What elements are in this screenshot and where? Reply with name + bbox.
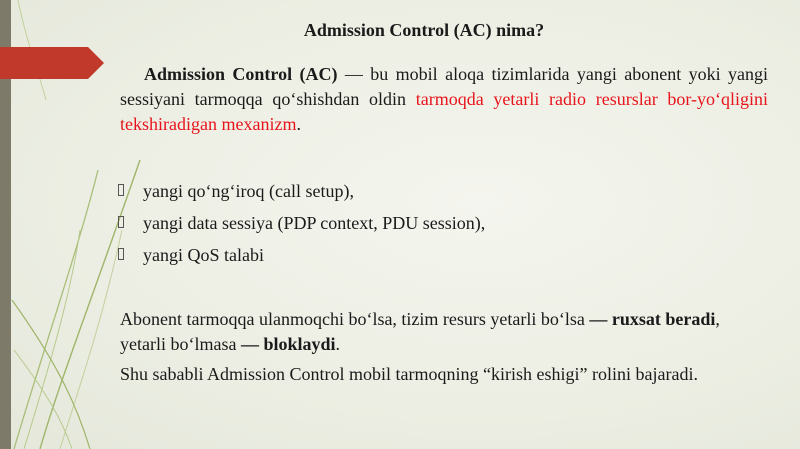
intro-term: Admission Control (AC) [144,64,338,84]
intro-highlight: tarmoqda yetarli radio resurslar bor-yo‘qligini tekshiradigan mexanizm [120,89,768,134]
bullet-text: yangi QoS talabi [143,245,264,265]
outcome-part1: Abonent tarmoqqa ulanmoqchi bo‘lsa, tizim resurs yetarli bo‘lsa [120,309,590,329]
conclusion-paragraph: Shu sababli Admission Control mobil tarmoqning “kirish eshigi” rolini bajaradi. [120,364,698,384]
bullet-icon [118,184,124,196]
bullet-icon [118,216,124,228]
list-item [118,175,738,207]
list-item [118,207,738,239]
red-arrow-tab [0,0,110,82]
bullet-icon [118,248,124,260]
outcome-part2: , yetarli bo‘lmasa [120,309,720,354]
list-item [118,239,738,271]
outcome-dash1: — [589,309,612,329]
outcome-allow: ruxsat beradi [611,309,716,329]
bullet-list [118,175,738,271]
outcome-end: . [335,334,341,354]
intro-definition: — bu mobil aloqa tizimlarida yangi abonent yoki yangi sessiyani tarmoqqa qo‘shishdan oldin [120,64,768,109]
outcome-dash2: — [240,334,264,354]
intro-end: . [296,114,301,134]
intro-paragraph [120,62,768,137]
outcome-paragraph [120,307,760,357]
outcome-block: bloklaydi [263,334,336,354]
slide-title: Admission Control (AC) nima? [303,20,545,40]
bullet-text: yangi data sessiya (PDP context, PDU session), [143,213,486,233]
bullet-text: yangi qo‘ng‘iroq (call setup), [143,181,354,201]
